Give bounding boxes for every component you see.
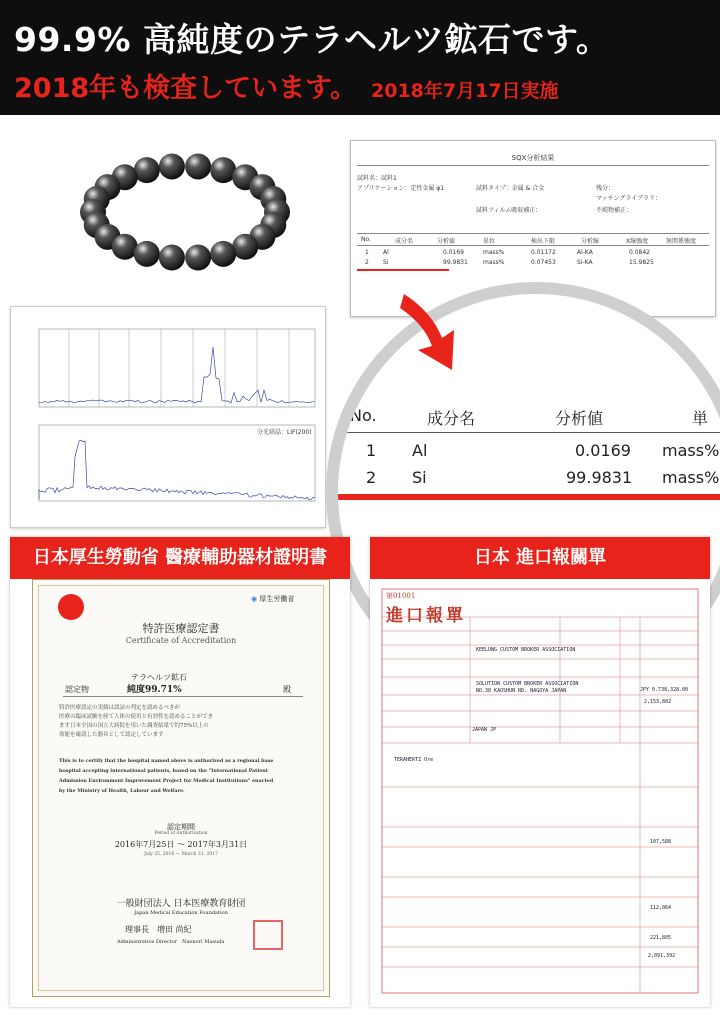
report-cell: 99.9831	[443, 259, 468, 266]
ministry-name: 厚生労働省	[259, 595, 295, 603]
zoom-row2-name: Si	[412, 468, 427, 487]
cert-purity: 純度99.71%	[127, 685, 182, 695]
zoom-header-unit: 単	[692, 409, 709, 428]
report-film: 試料フィルム吸収補正：	[476, 207, 542, 214]
report-cell: 0.01172	[531, 249, 556, 256]
cert-body-ja: 特許医療認定の実績は認証の判定を認めるべきが 医療の臨床試験を経て人体の使用と有効性を認めることができ ます日本全国の国立大病院を用いた調査結果で約75%以上の 効能を確認した器具として認定しています	[59, 705, 214, 738]
subheadline-main: 2018年も検査しています。	[14, 73, 357, 104]
report-highlight-line	[357, 269, 449, 271]
bead	[210, 157, 236, 183]
form-address: NO.38 KAOSHUN RD. NAGOYA JAPAN	[476, 688, 567, 694]
bead	[185, 245, 211, 271]
form-origin: JAPAN JP	[472, 727, 497, 733]
report-library: マッチングライブラリ：	[596, 195, 661, 202]
ministry-logo	[251, 594, 294, 604]
bead	[134, 157, 160, 183]
report-col-header: 分析値	[437, 238, 456, 245]
report-sample: 試料名：試料1	[357, 175, 397, 182]
customs-panel	[370, 537, 710, 1007]
official-seal-stamp	[253, 920, 283, 950]
zoom-row1-name: Al	[412, 441, 428, 460]
report-cell: 0.0842	[629, 249, 650, 256]
report-col-header: 成分名	[395, 238, 414, 245]
form-title: 進口報單	[386, 606, 466, 626]
header-banner	[0, 0, 720, 115]
report-cell: Al	[383, 249, 389, 256]
spectrum-crystal-label: 分光結晶：LiF(200)	[257, 429, 312, 436]
form-company: KEELUNG CUSTOM BROKER ASSOCIATION	[476, 647, 576, 653]
form-number: 第01001	[386, 592, 416, 600]
accreditation-certificate	[32, 579, 330, 997]
report-cell: 0.07453	[531, 259, 556, 266]
cert-org-ja: 一般財団法人 日本医療教育財団	[116, 899, 246, 909]
form-value-3: 112,064	[650, 905, 672, 911]
bead	[112, 234, 138, 260]
report-cell: mass%	[483, 259, 505, 266]
import-declaration-form	[380, 587, 700, 995]
zoom-row1-no: 1	[366, 441, 377, 460]
report-title: SQX分析結果	[511, 154, 555, 162]
subheadline	[14, 66, 559, 105]
cert-period-label-en: Period of Authorization	[154, 831, 208, 836]
report-cell: Si	[383, 259, 389, 266]
report-sample-type: 試料タイプ：金属 & 合金	[476, 185, 545, 192]
bead	[159, 153, 185, 179]
zoom-row1-value: 0.0169	[575, 441, 631, 460]
test-date: 2018年7月17日実施	[371, 80, 559, 102]
form-value-2: 107,588	[650, 839, 672, 845]
zoom-header-value: 分析値	[555, 409, 604, 428]
report-col-header: 分析線	[581, 238, 600, 245]
cert-period-label: 認定期間	[167, 823, 195, 831]
bead	[185, 153, 211, 179]
cert-title-en: Certificate of Accreditation	[125, 636, 237, 645]
cert-body-en: This is to certify that the hospital named above is authorized as a regional base hospital accepting international patients, based on the "International Patient Admission Environment Improvement Project for Medical Institutions" enacted by the Ministry of Health, Labour and Welfare.	[59, 758, 274, 794]
cert-honorific: 殿	[283, 685, 291, 694]
form-goods: TERAHERTZ Ore	[394, 757, 434, 763]
cert-period-en: July 25, 2016 — March 31, 2017	[144, 852, 218, 857]
report-cell: 15.9825	[629, 259, 654, 266]
bead	[134, 241, 160, 267]
report-col-header: 無関係強度	[666, 238, 697, 245]
form-value-4: 221,805	[650, 935, 672, 941]
bead	[232, 234, 258, 260]
zoom-header-name: 成分名	[427, 409, 476, 428]
report-balance: 残分：	[596, 185, 615, 192]
headline: 99.9% 高純度のテラヘルツ鉱石です。	[14, 20, 610, 59]
zoom-row2-no: 2	[366, 468, 377, 487]
certificate-panel	[10, 537, 350, 1007]
bracelet-photo	[57, 136, 313, 290]
report-cell: 0.0169	[443, 249, 464, 256]
form-value-5: 2,091,392	[648, 953, 676, 959]
spectrum-plots	[11, 307, 325, 527]
bracelet-image	[57, 136, 313, 290]
form-company-2: SOLUTION CUSTOM BROKER ASSOCIATION	[476, 681, 579, 687]
zoom-row1-unit: mass%	[662, 441, 720, 460]
report-cell: 2	[365, 259, 369, 266]
cert-item-label: 認定物	[65, 685, 89, 694]
report-impurity: 不純物補正：	[596, 207, 633, 214]
report-cell: Si-KA	[577, 259, 593, 266]
cert-org-en: Japan Medical Education Foundation	[134, 910, 228, 916]
zoom-row2-value: 99.9831	[566, 468, 633, 487]
report-col-header: No.	[361, 236, 371, 243]
report-col-header: X線強度	[626, 238, 649, 245]
report-cell: 1	[365, 249, 369, 256]
form-value-1: 2,153,802	[644, 699, 672, 705]
zoom-header-no: No.	[350, 406, 377, 425]
bead	[159, 245, 185, 271]
red-sun-seal	[58, 594, 84, 620]
cert-director-en: Administrative Director Naonori Masuda	[117, 939, 225, 945]
report-col-header: 検出下限	[531, 238, 556, 245]
zoom-row2-unit: mass%	[662, 468, 720, 487]
report-col-header: 単位	[483, 238, 496, 245]
zoom-highlight-bar	[338, 494, 720, 500]
report-cell: Al-KA	[577, 249, 593, 256]
ministry-logo-icon: ◉	[251, 595, 258, 603]
form-fx: JPY 0.738,328.00	[640, 687, 689, 693]
certificate-panel-header: 日本厚生勞動省 醫療輔助器材證明書	[10, 537, 350, 579]
cert-period: 2016年7月25日 〜 2017年3月31日	[114, 840, 248, 849]
customs-panel-header: 日本 進口報關單	[370, 537, 710, 579]
xrf-spectrum	[10, 306, 326, 528]
report-cell: mass%	[483, 249, 505, 256]
arrow-down-right-icon	[398, 290, 474, 372]
report-application: アプリケーション：定性金属 φ1	[357, 185, 445, 192]
cert-director-ja: 理事長 増田 尚紀	[125, 925, 192, 934]
cert-title-ja: 特許医療認定書	[142, 622, 220, 635]
bead	[210, 241, 236, 267]
cert-product: テラヘルツ鉱石	[131, 673, 187, 682]
